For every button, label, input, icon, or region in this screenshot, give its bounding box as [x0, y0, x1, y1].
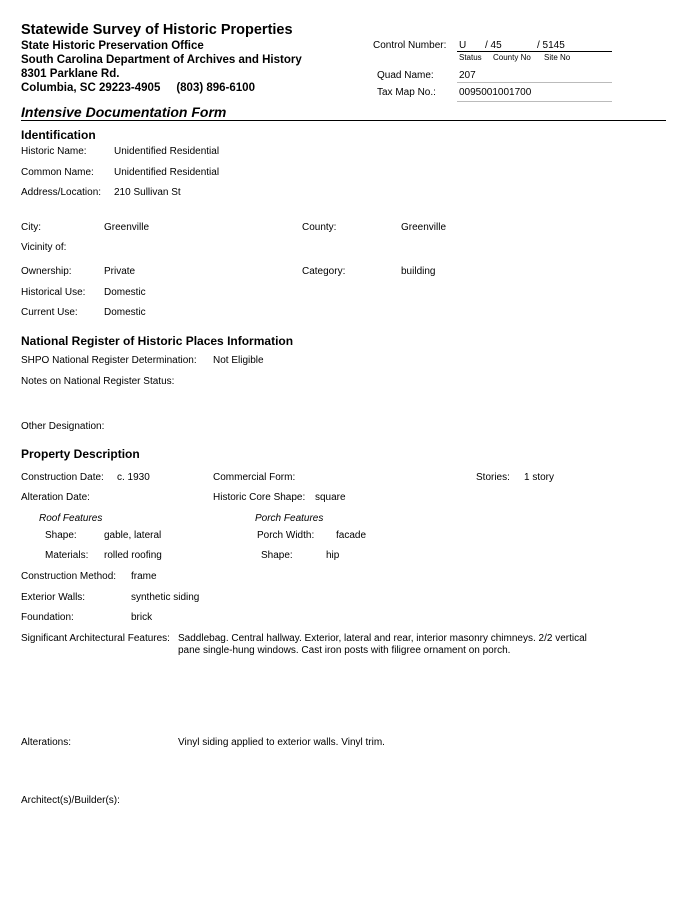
exterior-walls-value: synthetic siding — [131, 592, 200, 603]
ownership-label: Ownership: — [21, 266, 72, 277]
roof-materials-label: Materials: — [45, 550, 89, 561]
tax-map-value: 0095001001700 — [459, 87, 532, 98]
city-phone-line: Columbia, SC 29223-4905 (803) 896-6100 — [21, 82, 255, 94]
construction-method-value: frame — [131, 571, 157, 582]
core-shape-label: Historic Core Shape: — [213, 492, 306, 503]
control-county-value: / 45 — [485, 40, 502, 51]
control-site-value: / 5145 — [537, 40, 565, 51]
porch-width-label: Porch Width: — [257, 530, 315, 541]
nr-notes-label: Notes on National Register Status: — [21, 376, 175, 387]
quad-name-label: Quad Name: — [377, 70, 434, 81]
tax-map-underline — [457, 101, 612, 102]
ownership-value: Private — [104, 266, 136, 277]
historic-name-value: Unidentified Residential — [114, 146, 220, 157]
tax-map-label: Tax Map No.: — [377, 87, 436, 98]
alterations-value: Vinyl siding applied to exterior walls. Vinyl trim. — [178, 737, 385, 748]
stories-value: 1 story — [524, 472, 555, 483]
common-name-value: Unidentified Residential — [114, 167, 220, 178]
current-use-label: Current Use: — [21, 307, 78, 318]
city-label: City: — [21, 222, 41, 233]
identification-heading: Identification — [21, 128, 96, 142]
construction-method-label: Construction Method: — [21, 571, 117, 582]
control-number-label: Control Number: — [373, 40, 447, 51]
status-sublabel: Status — [459, 53, 482, 62]
stories-label: Stories: — [476, 472, 510, 483]
commercial-form-label: Commercial Form: — [213, 472, 296, 483]
control-status-value: U — [459, 40, 467, 51]
porch-shape-label: Shape: — [261, 550, 293, 561]
address-label: Address/Location: — [21, 187, 102, 198]
property-description-heading: Property Description — [21, 447, 140, 461]
vicinity-label: Vicinity of: — [21, 242, 67, 253]
historical-use-label: Historical Use: — [21, 287, 86, 298]
county-no-sublabel: County No — [493, 53, 531, 62]
construction-date-value: c. 1930 — [117, 472, 150, 483]
exterior-walls-label: Exterior Walls: — [21, 592, 86, 603]
site-no-sublabel: Site No — [544, 53, 571, 62]
current-use-value: Domestic — [104, 307, 146, 318]
roof-materials-value: rolled roofing — [104, 550, 162, 561]
department-line: South Carolina Department of Archives and History — [21, 54, 302, 66]
historical-use-value: Domestic — [104, 287, 146, 298]
category-value: building — [401, 266, 436, 277]
shpo-determination-label: SHPO National Register Determination: — [21, 355, 197, 366]
county-value: Greenville — [401, 222, 447, 233]
core-shape-value: square — [315, 492, 346, 503]
office-line: State Historic Preservation Office — [21, 40, 204, 52]
survey-title: Statewide Survey of Historic Properties — [21, 22, 293, 38]
national-register-heading: National Register of Historic Places Information — [21, 334, 294, 348]
form-title-rule — [21, 120, 666, 121]
other-designation-label: Other Designation: — [21, 421, 105, 432]
construction-date-label: Construction Date: — [21, 472, 104, 483]
quad-name-value: 207 — [459, 70, 476, 81]
foundation-value: brick — [131, 612, 153, 623]
category-label: Category: — [302, 266, 346, 277]
county-label: County: — [302, 222, 337, 233]
address-value: 210 Sullivan St — [114, 187, 181, 198]
form-title: Intensive Documentation Form — [21, 104, 227, 120]
alterations-label: Alterations: — [21, 737, 72, 748]
street-address-line: 8301 Parklane Rd. — [21, 68, 120, 80]
porch-width-value: facade — [336, 530, 367, 541]
porch-shape-value: hip — [326, 550, 340, 561]
architectural-features-label: Significant Architectural Features: — [21, 633, 170, 644]
roof-shape-value: gable, lateral — [104, 530, 162, 541]
roof-shape-label: Shape: — [45, 530, 77, 541]
quad-name-underline — [457, 82, 612, 83]
foundation-label: Foundation: — [21, 612, 74, 623]
architectural-features-line-2: pane single-hung windows. Cast iron posts with filigree ornament on porch. — [178, 645, 511, 656]
control-number-underline — [457, 51, 612, 52]
historic-name-label: Historic Name: — [21, 146, 87, 157]
porch-features-label: Porch Features — [255, 513, 324, 524]
architect-builder-label: Architect(s)/Builder(s): — [21, 795, 120, 806]
architectural-features-line-1: Saddlebag. Central hallway. Exterior, lateral and rear, interior masonry chimneys. 2/2 vertical — [178, 633, 587, 644]
common-name-label: Common Name: — [21, 167, 94, 178]
roof-features-label: Roof Features — [39, 513, 103, 524]
city-value: Greenville — [104, 222, 150, 233]
shpo-determination-value: Not Eligible — [213, 355, 264, 366]
alteration-date-label: Alteration Date: — [21, 492, 90, 503]
